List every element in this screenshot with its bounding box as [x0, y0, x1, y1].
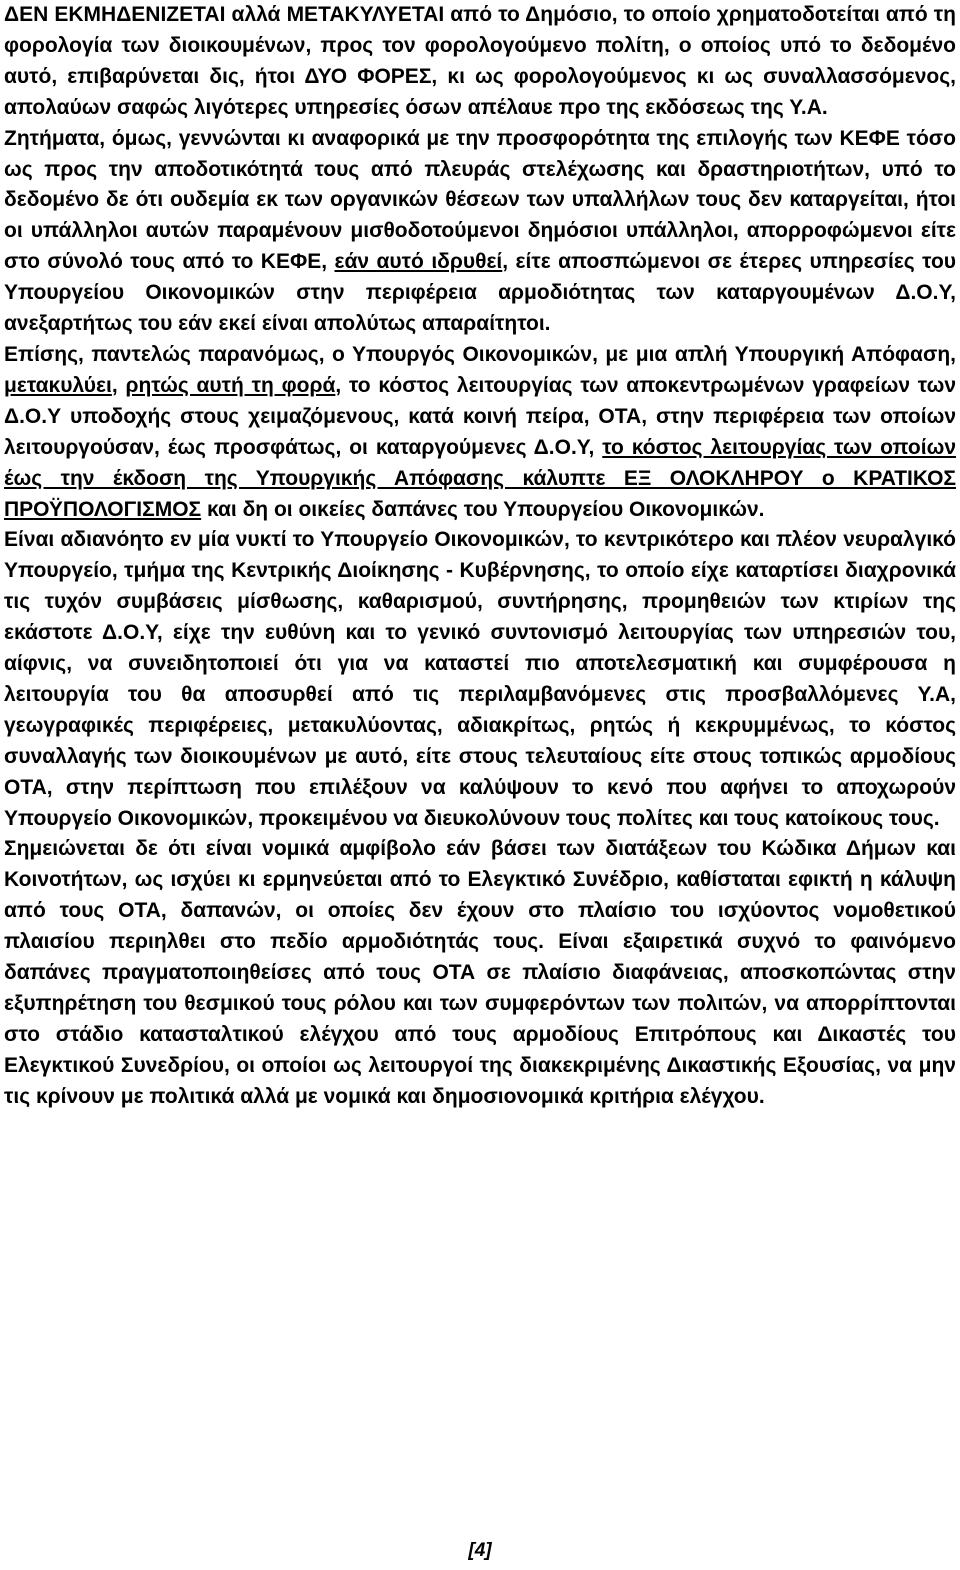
paragraph-2-underlined: εάν αυτό ιδρυθεί: [334, 250, 503, 274]
paragraph-3-text-b: ,: [111, 373, 126, 397]
paragraph-2-text-b: , είτε αποσπώμενοι σε έτερες υπηρεσίες του Υπουργείου Οικονομικών στην περιφέρεια αρμοδιότητας των καταργουμένων Δ.Ο.Υ, ανεξαρτήτως του εάν εκεί είναι απολύτως απαραίτητοι.: [4, 250, 956, 336]
paragraph-1-text: ΔΕΝ ΕΚΜΗΔΕΝΙΖΕΤΑΙ αλλά ΜΕΤΑΚΥΛΥΕΤΑΙ από το Δημόσιο, το οποίο χρηματοδοτείται από τη φορολογία των διοικουμένων, προς τον φορολογούμενο πολίτη, ο οποίος υπό το δεδομένο αυτό, επιβαρύνεται δις, ήτοι ΔΥΟ ΦΟΡΕΣ, κι ως φορολογούμενος κι ως συναλλασσόμενος, απολαύων σαφώς λιγότερες υπηρεσίες όσων απέλαυε προ της εκδόσεως της Υ.Α.: [4, 3, 956, 119]
paragraph-2-text-a: Ζητήματα, όμως, γεννώνται κι αναφορικά με την προσφορότητα της επιλογής των ΚΕΦΕ τόσο ως προς την αποδοτικότητά τους από πλευράς στελέχωσης και δραστηριοτήτων, υπό το δεδομένο δε ότι ουδεμία εκ των οργανικών θέσεων των υπαλλήλων τους δεν καταργείται, ήτοι οι υπάλληλοι αυτών παραμένουν μισθοδοτούμενοι δημόσιοι υπάλληλοι, απορροφώμενοι είτε στο σύνολό τους από το ΚΕΦΕ,: [4, 126, 956, 274]
paragraph-3-text-c: , το κόστος λειτουργίας των αποκεντρωμένων γραφείων των Δ.Ο.Υ υποδοχής στους χειμαζόμενους, κατά κοινή πείρα, ΟΤΑ, στην περιφέρεια των οποίων λειτουργούσαν, έως προσφάτως, οι καταργούμενες Δ.Ο.Υ,: [4, 373, 957, 459]
paragraph-5: [4, 834, 956, 1112]
paragraph-3-text-d: και δη οι οικείες δαπάνες του Υπουργείου Οικονομικών.: [201, 497, 765, 521]
paragraph-3: [4, 340, 956, 525]
document-body: [4, 0, 956, 1113]
paragraph-4-text: Είναι αδιανόητο εν μία νυκτί το Υπουργείο Οικονομικών, το κεντρικότερο και πλέον νευραλγικό Υπουργείο, τμήμα της Κεντρικής Διοίκησης - Κυβέρνησης, το οποίο είχε καταρτίσει διαχρονικά τις τυχόν συμβάσεις μίσθωσης, καθαρισμού, συντήρησης, προμηθειών των κτιρίων της εκάστοτε Δ.Ο.Υ, είχε την ευθύνη και το γενικό συντονισμό λειτουργίας των υπηρεσιών του, αίφνις, να συνειδητοποιεί ότι για να καταστεί πιο αποτελεσματική και συμφέρουσα η λειτουργία του θα αποσυρθεί από τις περιλαμβανόμενες στις προσβαλλόμενες Υ.Α, γεωγραφικές περιφέρειες, μετακυλύοντας, αδιακρίτως, ρητώς ή κεκρυμμένως, το κόστος συναλλαγής των διοικουμένων με αυτό, είτε στους τελευταίους είτε στους τοπικώς αρμοδίους ΟΤΑ, στην περίπτωση που επιλέξουν να καλύψουν το κενό που αφήνει το αποχωρούν Υπουργείο Οικονομικών, προκειμένου να διευκολύνουν τους πολίτες και τους κατοίκους τους.: [4, 528, 956, 830]
paragraph-3-underlined-2: ρητώς αυτή τη φορά: [125, 373, 336, 397]
paragraph-3-text-a: Επίσης, παντελώς παρανόμως, ο Υπουργός Οικονομικών, με μια απλή Υπουργική Απόφαση,: [4, 342, 956, 366]
paragraph-1: [4, 0, 956, 124]
page-number: [4]: [468, 1540, 492, 1561]
paragraph-3-underlined-1: μετακυλύει: [4, 373, 112, 397]
paragraph-4: [4, 525, 956, 834]
paragraph-5-text: Σημειώνεται δε ότι είναι νομικά αμφίβολο εάν βάσει των διατάξεων του Κώδικα Δήμων και Κοινοτήτων, ως ισχύει κι ερμηνεύεται από το Ελεγκτικό Συνέδριο, καθίσταται εφικτή η κάλυψη από τους ΟΤΑ, δαπανών, οι οποίες δεν έχουν στο πλαίσιο του ισχύοντος νομοθετικού πλαισίου περιηλθει στο πεδίο αρμοδιότητάς τους. Είναι εξαιρετικά συχνό το φαινόμενο δαπάνες πραγματοποιηθείσες από τους ΟΤΑ σε πλαίσιο διαφάνειας, αποσκοπώντας στην εξυπηρέτηση του θεσμικού τους ρόλου και των συμφερόντων των πολιτών, να απορρίπτονται στο στάδιο κατασταλτικού ελέγχου από τους αρμοδίους Επιτρόπους και Δικαστές του Ελεγκτικού Συνεδρίου, οι οποίοι ως λειτουργοί της διακεκριμένης Δικαστικής Εξουσίας, να μην τις κρίνουν με πολιτικά αλλά με νομικά και δημοσιονομικά κριτήρια ελέγχου.: [4, 837, 956, 1108]
paragraph-2: [4, 124, 956, 340]
paragraph-3-underlined-3: το κόστος λειτουργίας των οποίων έως την έκδοση της Υπουργικής Απόφασης κάλυπτε ΕΞ ΟΛΟΚΛΗΡΟΥ ο ΚΡΑΤΙΚΟΣ ΠΡΟΫΠΟΛΟΓΙΣΜΟΣ: [4, 435, 956, 521]
